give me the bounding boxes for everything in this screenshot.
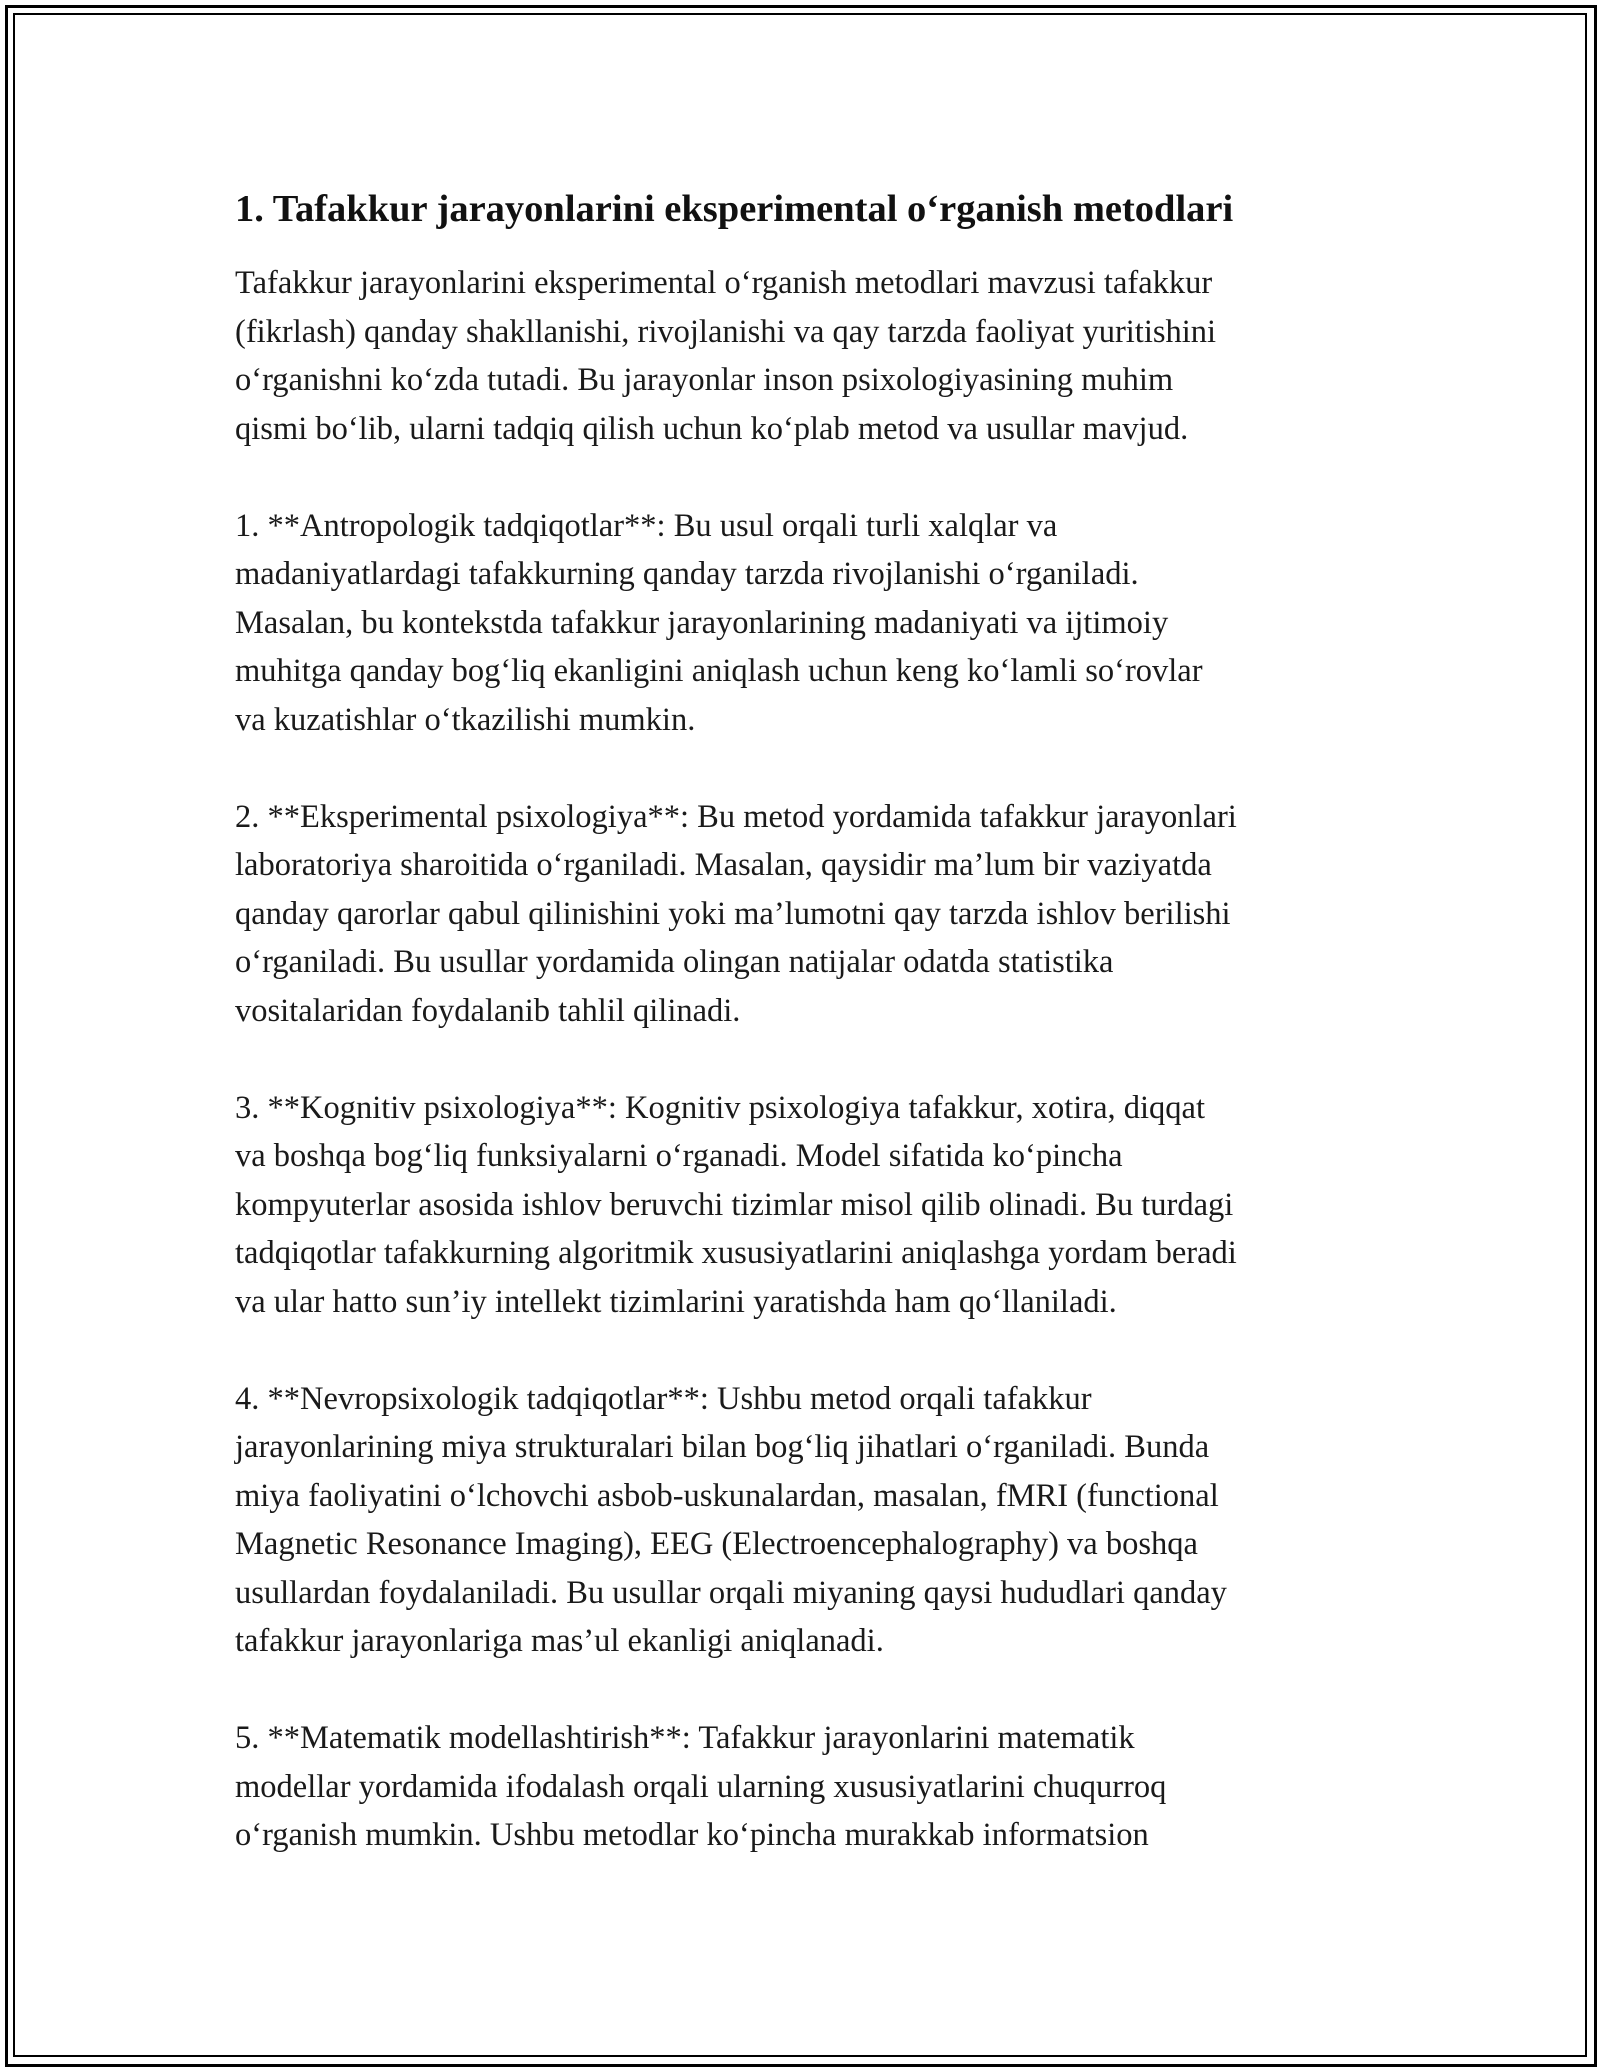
- section-heading: 1. Tafakkur jarayonlarini eksperimental o‘rganish metodlari: [235, 188, 1234, 230]
- document-body: [235, 185, 1380, 1908]
- intro-paragraph: Tafakkur jarayonlarini eksperimental o‘rganish metodlari mavzusi tafakkur (fikrlash) qanday shakllanishi, rivojlanishi va qay tarzda faoliyat yuritishini o‘rganishni ko‘zda tutadi. Bu jarayonlar inson psixologiyasining muhim qismi bo‘lib, ularni tadqiq qilish uchun ko‘plab metod va usullar mavjud.: [235, 265, 1217, 447]
- paragraph-nevropsixologik: 4. **Nevropsixologik tadqiqotlar**: Ushbu metod orqali tafakkur jarayonlarining miya strukturalari bilan bog‘liq jihatlari o‘rganiladi. Bunda miya faoliyatini o‘lchovchi asbob-uskunalardan, masalan, fMRI (functional Magnetic Resonance Imaging), EEG (Electroencephalography) va boshqa usullardan foydalaniladi. Bu usullar orqali miyaning qaysi hududlari qanday tafakkur jarayonlariga mas’ul ekanligi aniqlanadi.: [235, 1380, 1227, 1659]
- paragraph-kognitiv: 3. **Kognitiv psixologiya**: Kognitiv psixologiya tafakkur, xotira, diqqat va boshqa bog‘liq funksiyalarni o‘rganadi. Model sifatida ko‘pincha kompyuterlar asosida ishlov beruvchi tizimlar misol qilib olinadi. Bu turdagi tadqiqotlar tafakkurning algoritmik xususiyatlarini aniqlashga yordam beradi va ular hatto sun’iy intellekt tizimlarini yaratishda ham qo‘llaniladi.: [235, 1089, 1237, 1320]
- paragraph-antropologik: 1. **Antropologik tadqiqotlar**: Bu usul orqali turli xalqlar va madaniyatlardagi tafakkurning qanday tarzda rivojlanishi o‘rganiladi. Masalan, bu kontekstda tafakkur jarayonlarining madaniyati va ijtimoiy muhitga qanday bog‘liq ekanligini aniqlash uchun keng ko‘lamli so‘rovlar va kuzatishlar o‘tkazilishi mumkin.: [235, 507, 1203, 738]
- paragraph-matematik: 5. **Matematik modellashtirish**: Tafakkur jarayonlarini matematik modellar yordamida ifodalash orqali ularning xususiyatlarini chuqurroq o‘rganish mumkin. Ushbu metodlar ko‘pincha murakkab informatsion: [235, 1720, 1167, 1853]
- paragraph-eksperimental: 2. **Eksperimental psixologiya**: Bu metod yordamida tafakkur jarayonlari laboratoriya sharoitida o‘rganiladi. Masalan, qaysidir ma’lum bir vaziyatda qanday qarorlar qabul qilinishini yoki ma’lumotni qay tarzda ishlov berilishi o‘rganiladi. Bu usullar yordamida olingan natijalar odatda statistika vositalaridan foydalanib tahlil qilinadi.: [235, 798, 1237, 1029]
